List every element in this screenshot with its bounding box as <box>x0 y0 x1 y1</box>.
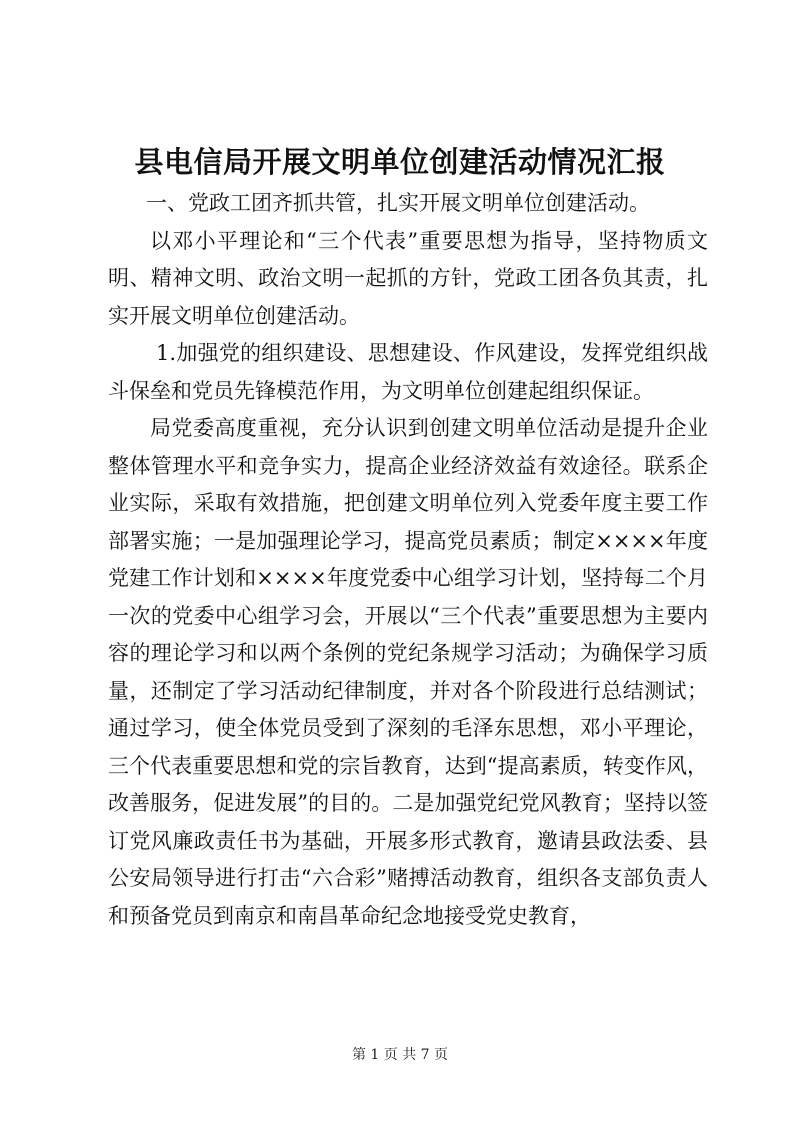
body-paragraph: 以邓小平理论和“三个代表”重要思想为指导，坚持物质文明、精神文明、政治文明一起抓的方针，党政工团各负其责，扎实开展文明单位创建活动。 <box>108 228 708 328</box>
page-number-footer: 第 1 页 共 7 页 <box>351 1047 449 1063</box>
body-paragraph: 局党委高度重视，充分认识到创建文明单位活动是提升企业整体管理水平和竞争实力，提高企业经济效益有效途径。联系企业实际，采取有效措施，把创建文明单位列入党委年度主要工作部署实施；一是加强理论学习，提高党员素质；制定××××年度党建工作计划和××××年度党委中心组学习计划，坚持每二个月一次的党委中心组学习会，开展以“三个代表”重要思想为主要内容的理论学习和以两个条例的党纪条规学习活动；为确保学习质量，还制定了学习活动纪律制度，并对各个阶段进行总结测试；通过学习，使全体党员受到了深刻的毛泽东思想，邓小平理论，三个代表重要思想和党的宗旨教育，达到“提高素质，转变作风，改善服务，促进发展”的目的。二是加强党纪党风教育；坚持以签订党风廉政责任书为基础，开展多形式教育，邀请县政法委、县公安局领导进行打击“六合彩”赌搏活动教育，组织各支部负责人和预备党员到南京和南昌革命纪念地接受党史教育， <box>108 416 708 928</box>
document-title: 县电信局开展文明单位创建活动情况汇报 <box>134 145 666 179</box>
document-body <box>108 185 708 935</box>
numbered-item: 1.加强党的组织建设、思想建设、作风建设，发挥党组织战斗保垒和党员先锋模范作用，为文明单位创建起组织保证。 <box>108 341 708 403</box>
section-heading: 一、党政工团齐抓共管，扎实开展文明单位创建活动。 <box>146 191 650 215</box>
